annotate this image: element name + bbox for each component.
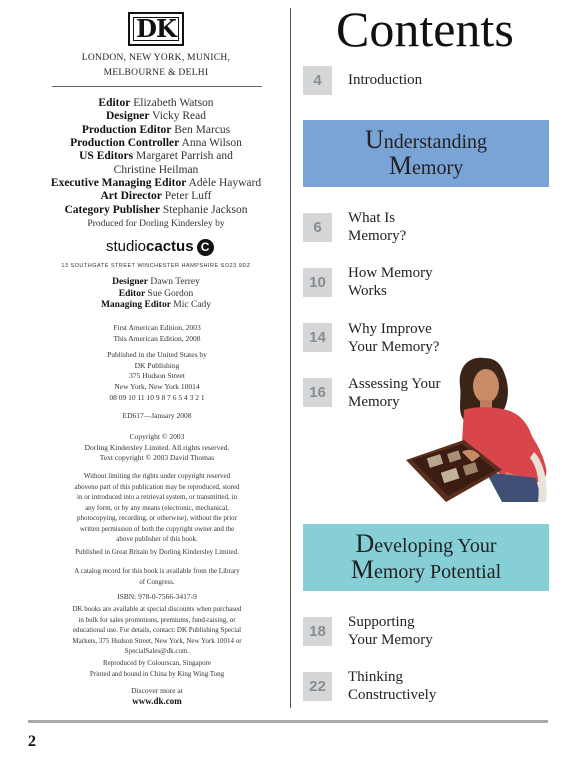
catalog-block: A catalog record for this book is available from the Library of Congress. — [74, 567, 240, 586]
toc-page-number: 10 — [303, 268, 332, 297]
discover-more: Discover more at — [131, 686, 183, 695]
publisher-cities-line1: LONDON, NEW YORK, MUNICH, — [81, 53, 231, 63]
editions-block: First American Edition, 2003 This American Edition, 2008 — [113, 323, 201, 343]
woman-with-photo-album-image — [402, 352, 552, 506]
edition-code: ED617—January 2008 — [122, 411, 192, 420]
toc-page-number: 6 — [303, 213, 332, 242]
publisher-cities-line2: MELBOURNE & DELHI — [103, 68, 209, 78]
toc-entry-assessing-memory[interactable]: Assessing Your Memory — [348, 376, 441, 410]
print-line: 08 09 10 11 10 9 8 7 6 5 4 3 2 1 — [109, 393, 205, 402]
toc-entry-thinking-constructively[interactable]: Thinking Constructively — [348, 669, 437, 703]
section-banner-developing-memory: Developing Your Memory Potential — [303, 524, 549, 591]
toc-page-number: 22 — [303, 672, 332, 701]
studio-credit-line: Editor Sue Gordon — [118, 289, 194, 299]
website-link[interactable]: www.dk.com — [132, 696, 182, 706]
studio-credit-line: Designer Dawn Terrey — [112, 277, 200, 287]
credit-line: Production Controller Anna Wilson — [70, 137, 242, 149]
credit-line: Category Publisher Stephanie Jackson — [64, 204, 248, 216]
credit-line: Designer Vicky Read — [105, 110, 207, 122]
footer-divider — [28, 720, 548, 723]
rights-block: Without limiting the rights under copyright reserved aboveno part of this publication may be reproduced, stored in or introduced into a retrieval system, or transmitted, in any form, or by any means (electronic, mechanical, photocopying, recording, or otherwise), without the prior written permission of both the copyright owner and the above publisher of this book. — [74, 472, 240, 543]
studio-credit-line: Managing Editor Mic Cady — [100, 300, 212, 310]
toc-page-number: 18 — [303, 617, 332, 646]
special-sales-block: DK books are available at special discounts when purchased in bulk for sales promotions, premiums, fund-raising, or educational use. For details, contact: DK Publishing Special Markets, 375 Hudson Street, New York, New York 10014 or SpecialSales@dk.com. — [72, 605, 242, 655]
toc-entry-how-memory-works[interactable]: How Memory Works — [348, 265, 433, 299]
section-banner-understanding-memory: Understanding Memory — [303, 120, 549, 187]
dk-logo: DK — [128, 12, 184, 46]
reproduced-block: Reproduced by Colourscan, Singapore Printed and bound in China by King Wing Tong — [89, 659, 225, 678]
credit-line: Art Director Peter Luff — [100, 190, 212, 202]
column-divider — [290, 8, 291, 708]
divider — [52, 86, 262, 87]
credit-line: Executive Managing Editor Adèle Hayward — [50, 177, 262, 189]
toc-page-number: 14 — [303, 323, 332, 352]
credit-line: US Editors Margaret Parrish and — [79, 150, 233, 162]
gb-publisher: Published in Great Britain by Dorling Kindersley Limited. — [75, 548, 239, 556]
credit-line: Christine Heilman — [113, 164, 199, 176]
isbn: ISBN: 978-0-7566-3417-9 — [117, 592, 197, 601]
credit-line: Production Editor Ben Marcus — [81, 124, 231, 136]
studio-address: 13 SOUTHGATE STREET WINCHESTER HAMPSHIRE SO23 9DZ — [61, 263, 251, 269]
page-number: 2 — [28, 733, 36, 750]
toc-entry-what-is-memory[interactable]: What Is Memory? — [348, 210, 407, 244]
toc-entry-why-improve[interactable]: Why Improve Your Memory? — [348, 321, 440, 355]
published-block: Published in the United States by DK Publishing 375 Hudson Street New York, New York 10014 — [107, 350, 207, 391]
copyright-block: Copyright © 2003 Dorling Kindersley Limited. All rights reserved. Text copyright © 2003 David Thomas — [84, 432, 230, 462]
studio-cactus-logo: studiocactus C — [106, 238, 216, 258]
toc-page-number: 4 — [303, 66, 332, 95]
toc-entry-introduction[interactable]: Introduction — [348, 72, 423, 88]
page-title: Contents — [336, 1, 514, 57]
produced-for: Produced for Dorling Kindersley by — [87, 219, 225, 229]
credit-line: Editor Elizabeth Watson — [98, 97, 214, 109]
toc-page-number: 16 — [303, 378, 332, 407]
cactus-c-icon: C — [197, 239, 214, 256]
toc-entry-supporting-memory[interactable]: Supporting Your Memory — [348, 614, 433, 648]
